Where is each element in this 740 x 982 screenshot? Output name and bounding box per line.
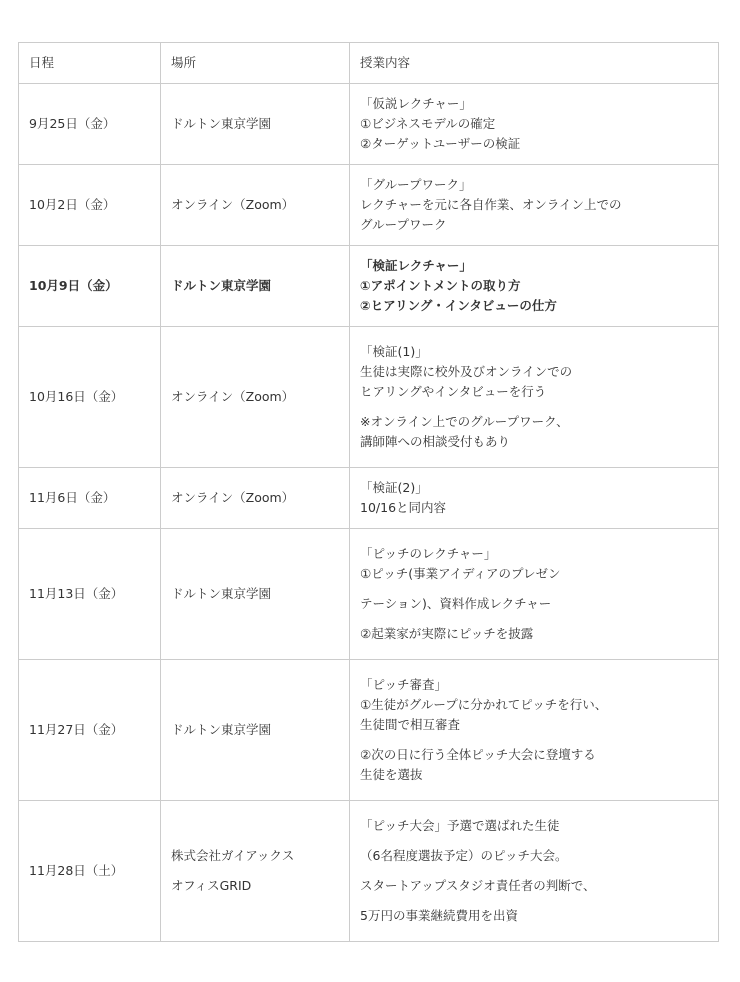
content-line: （6名程度選抜予定）のピッチ大会。 [360, 848, 568, 863]
content-line: ②起業家が実際にピッチを披露 [360, 626, 534, 641]
content-line: ①ピッチ(事業アイディアのプレゼン [360, 566, 561, 581]
content-line: 講師陣への相談受付もあり [360, 434, 511, 449]
row-date: 9月25日（金） [19, 84, 161, 165]
content-line: スタートアップスタジオ責任者の判断で、 [360, 878, 596, 893]
row-content [350, 660, 719, 801]
row-date: 10月2日（金） [19, 165, 161, 246]
schedule-table [18, 42, 719, 942]
row-date: 10月16日（金） [19, 327, 161, 468]
content-line: テーション)、資料作成レクチャー [360, 596, 552, 611]
row-place [161, 468, 350, 529]
row-content [350, 468, 719, 529]
row-place [161, 165, 350, 246]
content-line: ※オンライン上でのグループワーク、 [360, 414, 569, 429]
content-line: 5万円の事業継続費用を出資 [360, 908, 518, 923]
row-date: 11月28日（土） [19, 801, 161, 942]
content-line: 生徒は実際に校外及びオンラインでの [360, 364, 573, 379]
row-place [161, 660, 350, 801]
place-line: オンライン（Zoom） [171, 490, 295, 505]
row-date: 11月6日（金） [19, 468, 161, 529]
row-content [350, 246, 719, 327]
row-date: 11月27日（金） [19, 660, 161, 801]
row-content [350, 327, 719, 468]
content-line: 「検証レクチャー」 [360, 258, 472, 273]
header-date: 日程 [19, 43, 161, 84]
header-place: 場所 [161, 43, 350, 84]
table-row [19, 468, 719, 529]
place-line: オンライン（Zoom） [171, 197, 295, 212]
place-line: オフィスGRID [171, 878, 252, 893]
content-line: 「仮説レクチャー」 [360, 96, 472, 111]
content-line: ②ターゲットユーザーの検証 [360, 136, 521, 151]
content-line: ②ヒアリング・インタビューの仕方 [360, 298, 557, 313]
row-content [350, 165, 719, 246]
place-line: 株式会社ガイアックス [171, 848, 295, 863]
row-content [350, 529, 719, 660]
row-place [161, 801, 350, 942]
content-line: レクチャーを元に各自作業、オンライン上での [360, 197, 622, 212]
row-content [350, 84, 719, 165]
content-line: 「検証(2)」 [360, 480, 428, 495]
row-date: 10月9日（金） [19, 246, 161, 327]
content-line: 生徒間で相互審査 [360, 717, 461, 732]
row-content [350, 801, 719, 942]
table-row [19, 660, 719, 801]
content-line: ①生徒がグループに分かれてピッチを行い、 [360, 697, 608, 712]
content-line: 「検証(1)」 [360, 344, 428, 359]
table-row [19, 327, 719, 468]
row-place [161, 327, 350, 468]
row-place [161, 84, 350, 165]
content-line: 「ピッチ大会」予選で選ばれた生徒 [360, 818, 560, 833]
content-line: ②次の日に行う全体ピッチ大会に登壇する [360, 747, 596, 762]
content-line: 「ピッチのレクチャー」 [360, 546, 497, 561]
table-row [19, 84, 719, 165]
content-line: 生徒を選抜 [360, 767, 423, 782]
row-place [161, 529, 350, 660]
content-line: 「グループワーク」 [360, 177, 472, 192]
header-row [19, 43, 719, 84]
content-line: ヒアリングやインタビューを行う [360, 384, 547, 399]
table-row [19, 165, 719, 246]
place-line: ドルトン東京学園 [171, 116, 272, 131]
table-row [19, 801, 719, 942]
table-row [19, 529, 719, 660]
content-line: ①アポイントメントの取り方 [360, 278, 521, 293]
place-line: ドルトン東京学園 [171, 586, 272, 601]
row-date: 11月13日（金） [19, 529, 161, 660]
content-line: 「ピッチ審査」 [360, 677, 448, 692]
place-line: ドルトン東京学園 [171, 722, 272, 737]
table-row [19, 246, 719, 327]
content-line: ①ビジネスモデルの確定 [360, 116, 496, 131]
place-line: オンライン（Zoom） [171, 389, 295, 404]
header-content: 授業内容 [350, 43, 719, 84]
row-place [161, 246, 350, 327]
content-line: グループワーク [360, 217, 447, 232]
content-line: 10/16と同内容 [360, 500, 447, 515]
place-line: ドルトン東京学園 [171, 278, 272, 293]
